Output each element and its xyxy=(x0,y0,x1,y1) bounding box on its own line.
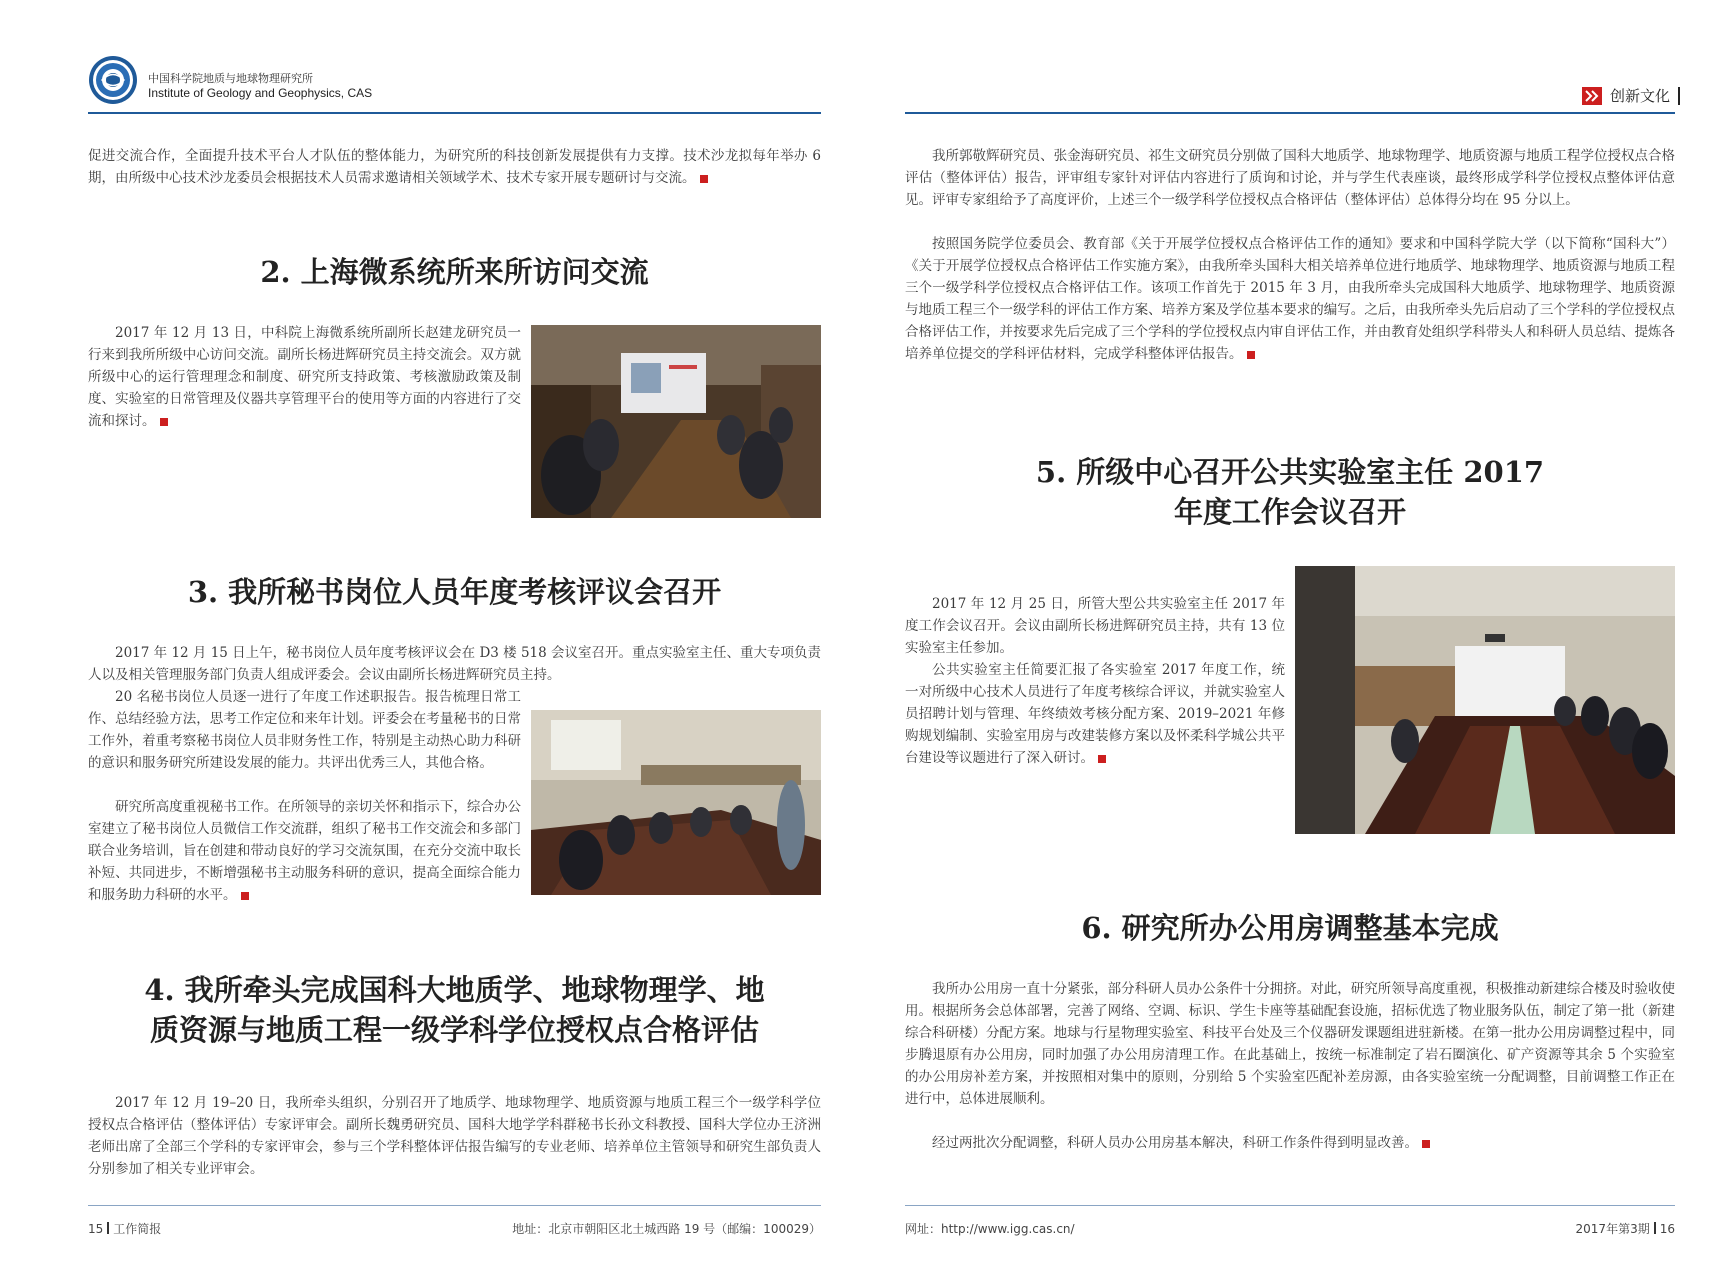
end-mark-icon xyxy=(1422,1140,1430,1148)
footer-website[interactable]: 网址：http://www.igg.cas.cn/ xyxy=(905,1222,1075,1236)
footer-rule xyxy=(88,1205,821,1206)
footer-right xyxy=(1576,1220,1675,1237)
section-6-title: 6. 研究所办公用房调整基本完成 xyxy=(1081,911,1499,945)
meeting-photo-lab-directors xyxy=(1295,566,1675,834)
section-3-paragraph-3: 研究所高度重视秘书工作。在所领导的亲切关怀和指示下，综合办公室建立了秘书岗位人员微信工作交流群，组织了秘书工作交流会和多部门联合业务培训，旨在创建和带动良好的学习交流氛围，在充分交流中取长补短、共同进步，不断增强秘书主动服务科研的意识，提高全面综合能力和服务助力科研的水平。 xyxy=(88,799,521,903)
end-mark-icon xyxy=(1247,351,1255,359)
section-5-paragraph-2: 公共实验室主任简要汇报了各实验室 2017 年度工作，统一对所级中心技术人员进行了年度考核综合评议，并就实验室人员招聘计划与管理、年终绩效考核分配方案、2019–2021 年修购规划编制、实验室用房与改建装修方案以及怀柔科学城公共平台建设等议题进行了深入研讨。 xyxy=(905,662,1285,766)
meeting-photo-secretary xyxy=(531,710,821,895)
section-3-paragraph-1: 2017 年 12 月 15 日上午，秘书岗位人员年度考核评议会在 D3 楼 518 会议室召开。重点实验室主任、重大专项负责人以及相关管理服务部门负责人组成评委会。会议由副所长杨进辉研究员主持。 xyxy=(88,645,822,683)
section-2-title: 2. 上海微系统所来所访问交流 xyxy=(260,255,649,289)
meeting-photo-shanghai xyxy=(531,325,821,518)
right-page xyxy=(855,0,1710,1276)
end-mark-icon xyxy=(241,892,249,900)
section-6-paragraph-1: 我所办公用房一直十分紧张，部分科研人员办公条件十分拥挤。对此，研究所领导高度重视，积极推动新建综合楼及时验收使用。根据所务会总体部署，完善了网络、空调、标识、学生卡座等基础配套设施，招标优选了物业服务队伍，制定了第一批（新建综合科研楼）分配方案。地球与行星物理实验室、科技平台处及三个仪器研发课题组进驻新楼。在第一批办公用房调整过程中，同步腾退原有办公用房，同时加强了办公用房清理工作。在此基础上，按统一标准制定了岩石圈演化、矿产资源等其余 5 个实验室的办公用房补差方案，并按照相对集中的原则，分别给 5 个实验室匹配补差房源，由各实验室统一分配调整，目前调整工作正在进行中，总体进展顺利。 xyxy=(905,981,1675,1107)
header-rule xyxy=(905,112,1675,114)
page-number: 15 xyxy=(88,1222,104,1236)
intro-paragraph: 促进交流合作，全面提升技术平台人才队伍的整体能力，为研究所的科技创新发展提供有力支撑。技术沙龙拟每年举办 6 期，由所级中心技术沙龙委员会根据技术人员需求邀请相关领域学术、技术专家开展专题研讨与交流。 xyxy=(88,148,821,186)
institute-name-cn: 中国科学院地质与地球物理研究所 xyxy=(148,72,313,85)
section-4-paragraph: 2017 年 12 月 19–20 日，我所牵头组织，分别召开了地质学、地球物理学、地质资源与地质工程三个一级学科学位授权点合格评估（整体评估）专家评审会。副所长魏勇研究员、国科大地学学科群秘书长孙文科教授、国科大学位办王济洲老师出席了全部三个学科的专家评审会，参与三个学科整体评估报告编写的专业老师、培养单位主管领导和研究生部负责人分别参加了相关专业评审会。 xyxy=(88,1095,821,1177)
section-4-cont-paragraph-1: 我所郭敬辉研究员、张金海研究员、祁生文研究员分别做了国科大地质学、地球物理学、地质资源与地质工程学位授权点合格评估（整体评估）报告，评审组专家针对评估内容进行了质询和讨论，并与学生代表座谈，最终形成学科学位授权点整体评估意见。评审专家组给予了高度评价，上述三个一级学科学位授权点合格评估（整体评估）总体得分均在 95 分以上。 xyxy=(905,148,1675,208)
institute-name-en: Institute of Geology and Geophysics, CAS xyxy=(148,86,373,100)
end-mark-icon xyxy=(160,418,168,426)
header-rule xyxy=(88,112,821,114)
section-name: 创新文化 xyxy=(1609,87,1670,105)
publication-name: 工作简报 xyxy=(113,1222,162,1236)
institute-logo-icon xyxy=(88,55,138,105)
footer-left xyxy=(88,1220,161,1237)
section-4-cont-paragraph-2: 按照国务院学位委员会、教育部《关于开展学位授权点合格评估工作的通知》要求和中国科学院大学（以下简称“国科大”）《关于开展学位授权点合格评估工作实施方案》，由我所牵头国科大相关培养单位进行地质学、地球物理学、地质资源与地质工程三个一级学科学位授权点合格评估工作。该项工作首先于 2015 年 3 月，由我所牵头完成国科大地质学、地球物理学、地质资源与地质工程三个一级学科的评估工作方案、培养方案及学位基本要求的编写。之后，由我所牵头先后启动了三个学科的学位授权点合格评估工作，并按要求先后完成了三个学科的学位授权点内审自评估工作，并由教育处组织学科带头人和科研人员总结、提炼各培养单位提交的学科评估材料，完成学科整体评估报告。 xyxy=(905,236,1675,362)
section-tag xyxy=(1582,85,1680,106)
double-chevron-icon xyxy=(1582,87,1602,105)
section-3-title: 3. 我所秘书岗位人员年度考核评议会召开 xyxy=(187,575,722,609)
section-5-title: 5. 所级中心召开公共实验室主任 2017 年度工作会议召开 xyxy=(1035,455,1545,529)
footer-rule xyxy=(905,1205,1675,1206)
page-number: 16 xyxy=(1659,1222,1675,1236)
issue-label: 2017年第3期 xyxy=(1575,1222,1650,1236)
footer-address: 地址：北京市朝阳区北土城西路 19 号（邮编：100029） xyxy=(512,1222,821,1236)
end-mark-icon xyxy=(1098,755,1106,763)
section-2-text: 2017 年 12 月 13 日，中科院上海微系统所副所长赵建龙研究员一行来到我所所级中心访问交流。副所长杨进辉研究员主持交流会。双方就所级中心的运行管理理念和制度、研究所支持政策、考核激励政策及制度、实验室的日常管理及仪器共享管理平台的使用等方面的内容进行了交流和探讨。 xyxy=(88,325,521,429)
section-3-paragraph-2: 20 名秘书岗位人员逐一进行了年度工作述职报告。报告梳理日常工作、总结经验方法，思考工作定位和来年计划。评委会在考量秘书的日常工作外，着重考察秘书岗位人员非财务性工作，特别是主动热心助力科研的意识和服务研究所建设发展的能力。共评出优秀三人，其他合格。 xyxy=(88,689,521,771)
end-mark-icon xyxy=(700,175,708,183)
section-6-paragraph-2: 经过两批次分配调整，科研人员办公用房基本解决，科研工作条件得到明显改善。 xyxy=(905,1132,1675,1154)
section-4-title: 4. 我所牵头完成国科大地质学、地球物理学、地 质资源与地质工程一级学科学位授权点合格评估 xyxy=(144,973,765,1047)
section-5-paragraph-1: 2017 年 12 月 25 日，所管大型公共实验室主任 2017 年度工作会议召开。会议由副所长杨进辉研究员主持，共有 13 位实验室主任参加。 xyxy=(905,596,1285,656)
